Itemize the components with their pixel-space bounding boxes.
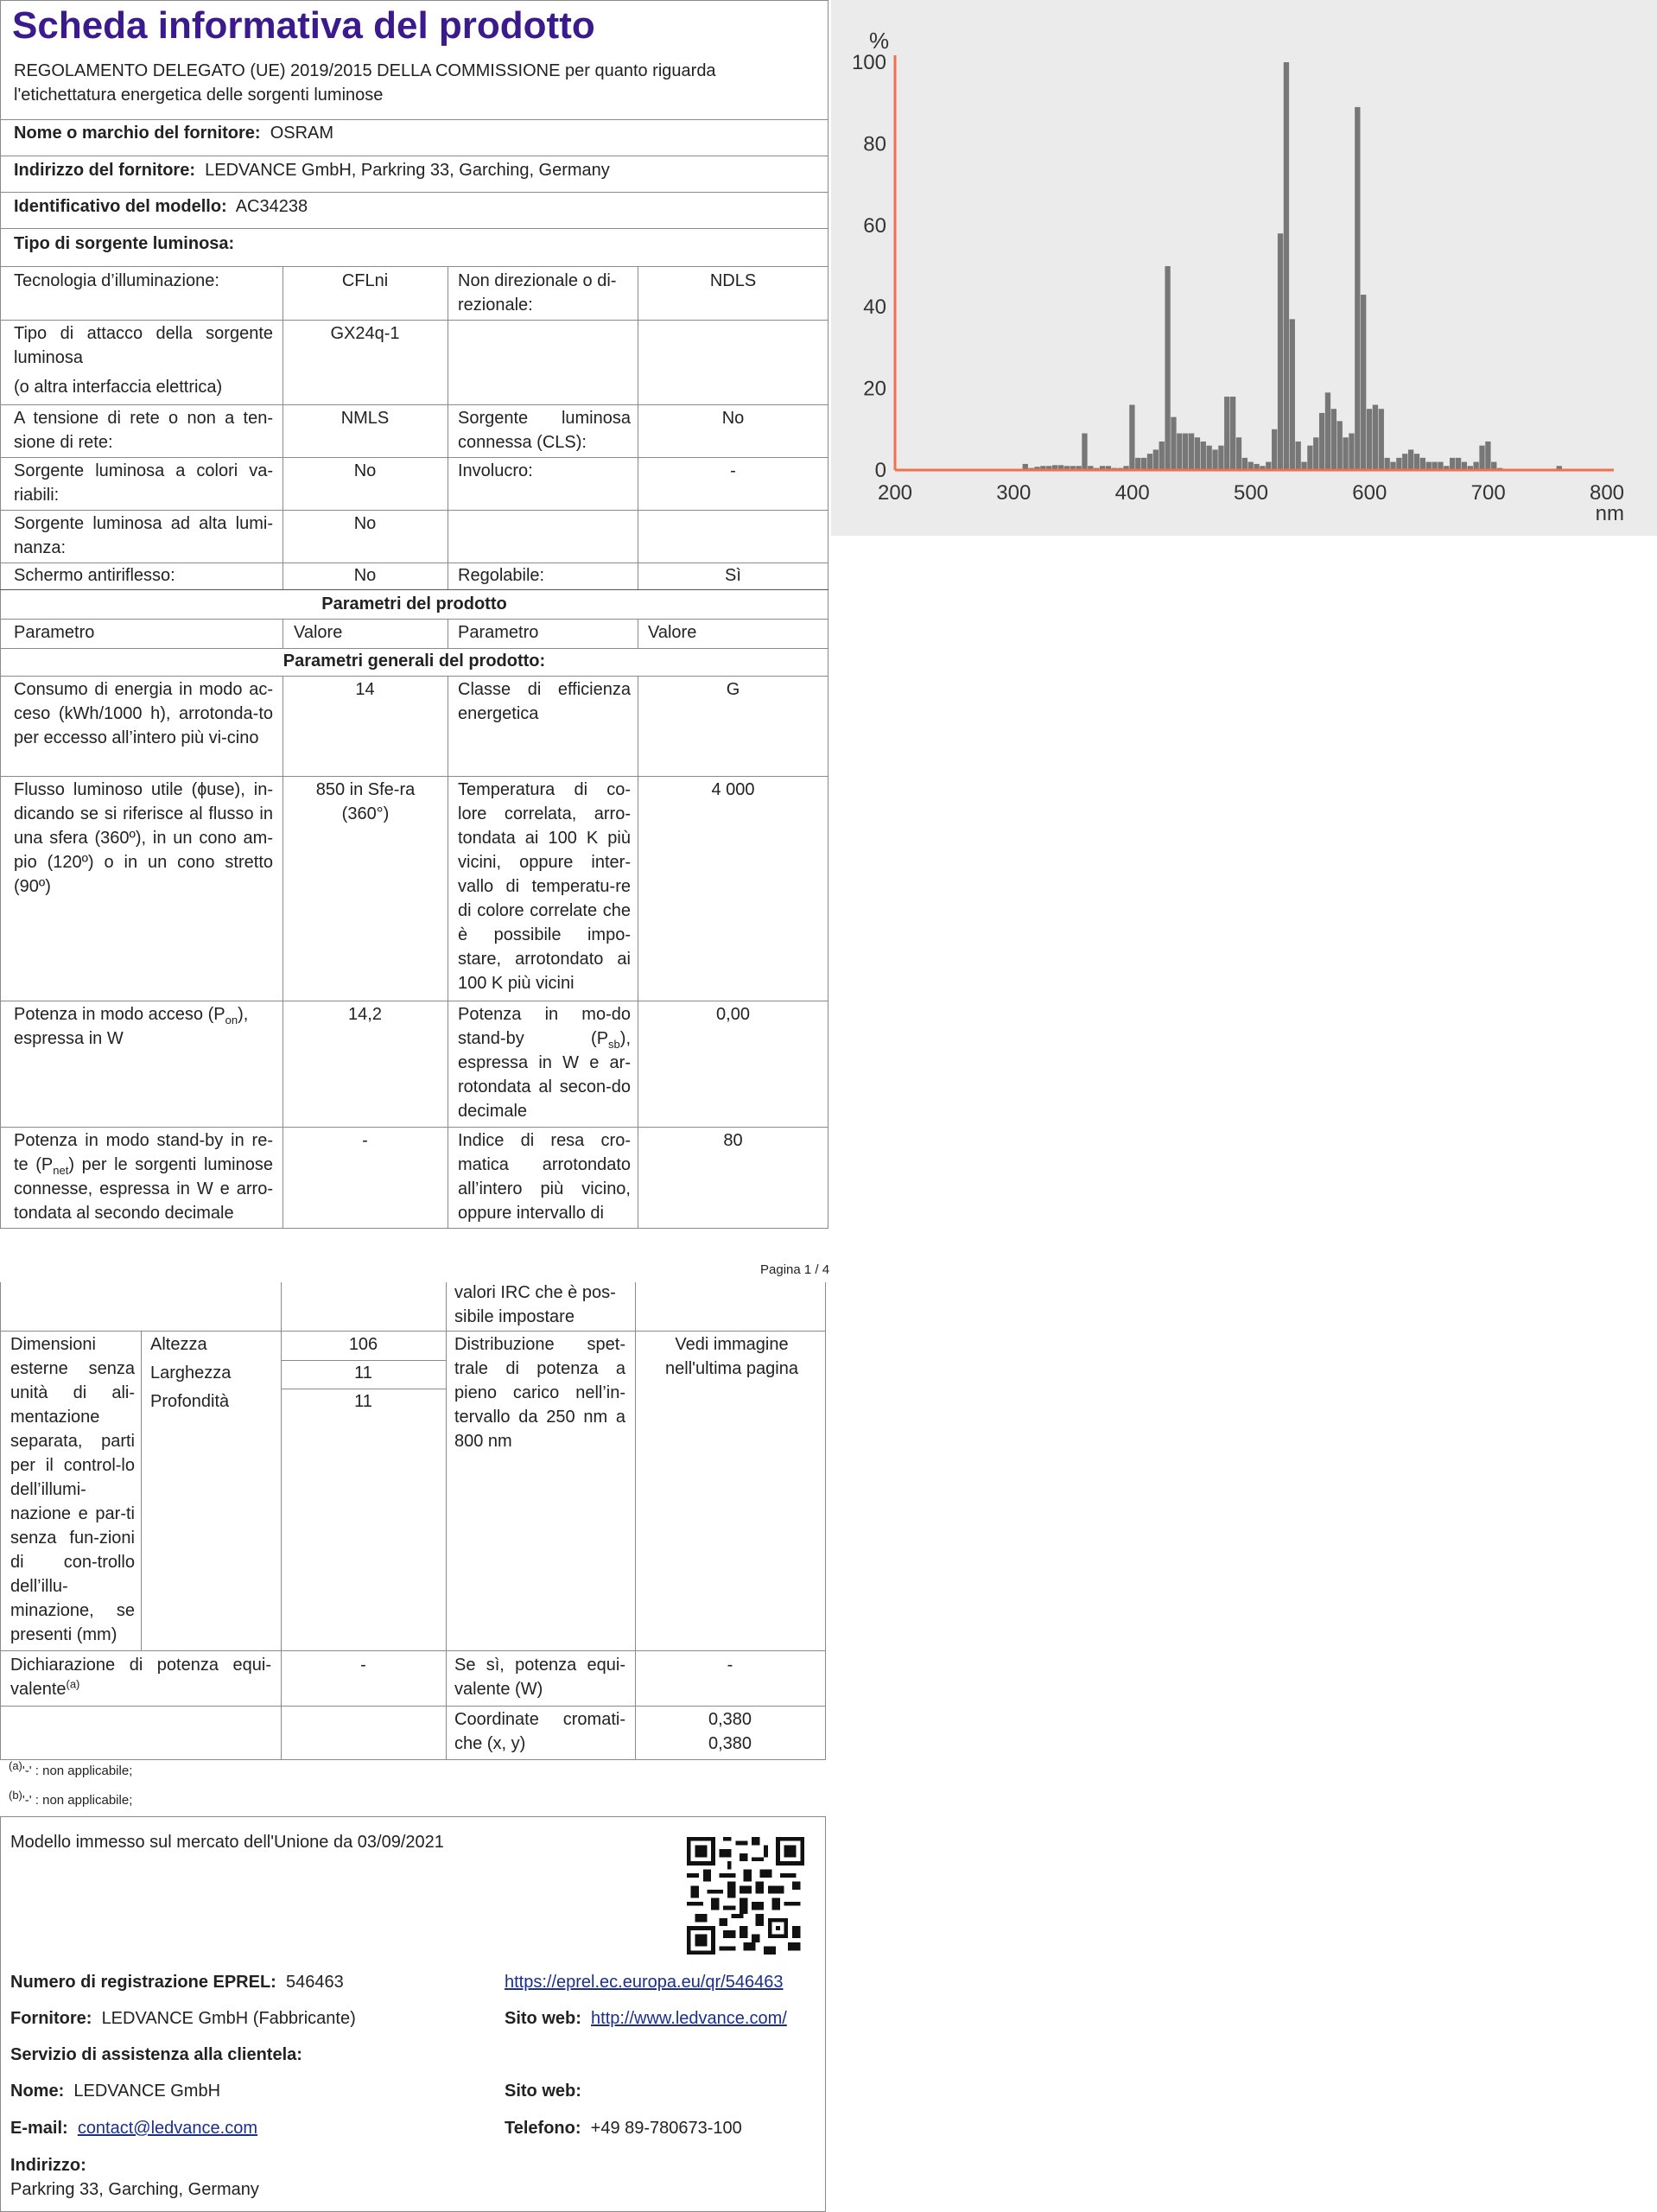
supplier-address-row bbox=[14, 158, 610, 182]
spectrum-bar bbox=[1165, 266, 1170, 470]
standby-power-label bbox=[458, 1002, 631, 1123]
website-link[interactable]: http://www.ledvance.com/ bbox=[591, 2009, 787, 2028]
energy-consumption-label: Consumo di energia in modo ac-ceso (kWh/1000 h), arrotonda-to per eccesso all’intero più vi-cino bbox=[14, 680, 273, 747]
market-date: Modello immesso sul mercato dell'Unione da 03/09/2021 bbox=[10, 1833, 444, 1852]
spd-label: Distribuzione spet-trale di potenza a pieno carico nell’in-tervallo da 250 nm a 800 nm bbox=[454, 1335, 625, 1451]
spectrum-bar bbox=[1242, 458, 1248, 470]
phone-number: +49 89-780673-100 bbox=[590, 2119, 742, 2138]
width-value: 11 bbox=[354, 1363, 372, 1382]
glare-shield-value: No bbox=[353, 566, 377, 585]
service-website-label: Sito web: bbox=[505, 2082, 581, 2101]
dimmable-value: Sì bbox=[725, 566, 741, 585]
page-title: Scheda informativa del prodotto bbox=[12, 4, 595, 47]
spectrum-bar bbox=[1159, 442, 1165, 470]
equivalent-power-text: Dichiarazione di potenza equi-valente bbox=[10, 1656, 271, 1699]
mains-label: A tensione di rete o non a ten-sione di rete: bbox=[14, 409, 273, 452]
y-axis-label: % bbox=[869, 28, 890, 54]
eprel-number: 546463 bbox=[285, 1973, 344, 1992]
spectrum-bar bbox=[1355, 107, 1360, 470]
x-tick-label: 700 bbox=[1470, 481, 1506, 505]
spectrum-bar bbox=[1141, 458, 1146, 470]
params-section-title: Parametri del prodotto bbox=[321, 594, 507, 613]
spectrum-bar bbox=[1337, 421, 1343, 470]
cri-value: 80 bbox=[723, 1131, 743, 1150]
spectrum-chart-panel bbox=[831, 0, 1657, 536]
efficiency-class-value: G bbox=[726, 680, 740, 699]
note-b-text: '-' : non applicabile; bbox=[22, 1793, 133, 1808]
y-tick-label: 60 bbox=[863, 213, 886, 238]
footer-supplier-label: Fornitore: bbox=[10, 2009, 92, 2028]
cap-label-main: Tipo di attacco della sorgente luminosa bbox=[14, 324, 273, 367]
header-parametro-1: Parametro bbox=[14, 623, 95, 642]
model-label: Identificativo del modello: bbox=[14, 197, 227, 216]
width-label: Larghezza bbox=[150, 1363, 232, 1382]
x-tick-label: 500 bbox=[1233, 481, 1269, 505]
height-label: Altezza bbox=[150, 1335, 207, 1354]
spectrum-bar bbox=[1420, 458, 1425, 470]
directional-label: Non direzionale o di-rezionale: bbox=[458, 271, 617, 315]
spectrum-bar bbox=[1272, 429, 1277, 470]
spectrum-bar bbox=[1367, 409, 1372, 470]
spectrum-bar bbox=[1224, 397, 1229, 470]
eprel-link[interactable]: https://eprel.ec.europa.eu/qr/546463 bbox=[505, 1973, 784, 1992]
spectrum-bar bbox=[1290, 319, 1295, 470]
dimmable-label: Regolabile: bbox=[458, 566, 545, 585]
spectrum-bar bbox=[1171, 417, 1176, 470]
luminous-flux-value: 850 in Sfe-ra (360°) bbox=[315, 780, 416, 823]
efficiency-class-label: Classe di efficienza energetica bbox=[458, 680, 631, 723]
x-tick-label: 400 bbox=[1114, 481, 1150, 505]
header-parametro-2: Parametro bbox=[458, 623, 539, 642]
directional-value: NDLS bbox=[709, 271, 757, 290]
y-tick-label: 40 bbox=[863, 296, 886, 320]
contact-name-label: Nome: bbox=[10, 2082, 65, 2101]
eprel-row bbox=[10, 1970, 344, 1994]
spectrum-bar bbox=[1319, 413, 1324, 470]
x-tick-label: 800 bbox=[1589, 481, 1625, 505]
x-tick-label: 200 bbox=[877, 481, 913, 505]
on-mode-power-text-end: ), espressa in W bbox=[14, 1005, 249, 1048]
phone-row bbox=[505, 2116, 742, 2140]
equivalent-watt-label: Se sì, potenza equi-valente (W) bbox=[454, 1656, 625, 1699]
colour-tunable-label: Sorgente luminosa a colori va-riabili: bbox=[14, 461, 273, 505]
note-a bbox=[9, 1759, 133, 1780]
spectrum-bar bbox=[1349, 434, 1354, 470]
standby-power-text: Potenza in mo-do stand-by (P bbox=[458, 1005, 631, 1048]
standby-power-text-end: ), espressa in W e ar-rotondata al secon-do decimale bbox=[458, 1029, 631, 1121]
website-row bbox=[505, 2006, 787, 2031]
cri-label: Indice di resa cro-matica arrotondato all’intero più vicino, oppure intervallo di bbox=[458, 1131, 631, 1223]
cri-label-cont: valori IRC che è pos-sibile impostare bbox=[454, 1283, 616, 1326]
chromaticity-x: 0,380 bbox=[708, 1710, 752, 1729]
spectrum-bar bbox=[1450, 458, 1455, 470]
spectrum-bar bbox=[1201, 442, 1206, 470]
supplier-address: LEDVANCE GmbH, Parkring 33, Garching, Germany bbox=[205, 161, 610, 180]
spectrum-chart bbox=[831, 0, 1657, 536]
email-link[interactable]: contact@ledvance.com bbox=[77, 2119, 257, 2138]
cls-label: Sorgente luminosa connessa (CLS): bbox=[458, 409, 631, 452]
energy-consumption-value: 14 bbox=[355, 680, 375, 699]
cct-value: 4 000 bbox=[711, 780, 755, 799]
network-standby-sub: net bbox=[53, 1164, 69, 1177]
on-mode-power-label bbox=[14, 1002, 273, 1051]
note-a-text: '-' : non applicabile; bbox=[22, 1764, 133, 1778]
spectrum-bar bbox=[1177, 434, 1182, 470]
contact-name-row bbox=[10, 2079, 220, 2103]
x-tick-label: 600 bbox=[1352, 481, 1387, 505]
customer-service-label: Servizio di assistenza alla clientela: bbox=[10, 2045, 302, 2064]
envelope-value: - bbox=[730, 461, 736, 480]
network-standby-value: - bbox=[362, 1131, 368, 1150]
on-mode-power-value: 14,2 bbox=[348, 1005, 382, 1024]
cct-label: Temperatura di co-lore correlata, arro-tondata ai 100 K più vicini, oppure inter-vallo di temperatu-re di colore correlate che è possibile impo-stare, arrotondato ai 100 K più vicini bbox=[458, 780, 631, 993]
spectrum-bar bbox=[1373, 404, 1378, 470]
spectrum-bar bbox=[1456, 458, 1461, 470]
header-valore-1: Valore bbox=[294, 623, 343, 642]
model-id: AC34238 bbox=[235, 197, 308, 216]
equivalent-power-sup: (a) bbox=[66, 1677, 80, 1691]
supplier-name-label: Nome o marchio del fornitore: bbox=[14, 124, 261, 143]
footer-supplier: LEDVANCE GmbH (Fabbricante) bbox=[101, 2009, 356, 2028]
supplier-name: OSRAM bbox=[270, 124, 334, 143]
glare-shield-label: Schermo antiriflesso: bbox=[14, 566, 175, 585]
on-mode-power-sub: on bbox=[225, 1014, 238, 1027]
y-tick-label: 80 bbox=[863, 132, 886, 156]
spectrum-bar bbox=[1396, 458, 1401, 470]
contact-name: LEDVANCE GmbH bbox=[73, 2082, 221, 2101]
model-row bbox=[14, 194, 308, 219]
spectrum-bar bbox=[1361, 295, 1366, 470]
equivalent-power-value: - bbox=[360, 1656, 366, 1675]
cls-value: No bbox=[721, 409, 745, 428]
spectrum-bar bbox=[1230, 397, 1235, 470]
depth-label: Profondità bbox=[150, 1392, 230, 1411]
chromaticity-label: Coordinate cromati-che (x, y) bbox=[454, 1710, 625, 1753]
depth-value: 11 bbox=[354, 1392, 372, 1411]
spectrum-bar bbox=[1207, 446, 1212, 470]
email-label: E-mail: bbox=[10, 2119, 68, 2138]
network-standby-text: Potenza in modo stand-by in re-te (P bbox=[14, 1131, 273, 1174]
spectrum-bar bbox=[1183, 434, 1188, 470]
spd-value: Vedi immagine nell'ultima pagina bbox=[665, 1335, 798, 1378]
spectrum-bar bbox=[1212, 449, 1217, 470]
cap-value: GX24q-1 bbox=[330, 324, 400, 343]
note-b bbox=[9, 1789, 133, 1809]
website-label: Sito web: bbox=[505, 2009, 581, 2028]
spectrum-bar bbox=[1147, 454, 1152, 470]
colour-tunable-value: No bbox=[353, 461, 377, 480]
lamp-type-label: Tipo di sorgente luminosa: bbox=[14, 234, 235, 253]
standby-power-sub: sb bbox=[608, 1038, 620, 1051]
x-axis-label: nm bbox=[1595, 502, 1624, 525]
equivalent-power-label bbox=[10, 1653, 271, 1701]
spectrum-bar bbox=[1485, 442, 1490, 470]
spectrum-bar bbox=[1408, 449, 1413, 470]
y-tick-label: 20 bbox=[863, 377, 886, 401]
high-luminance-label: Sorgente luminosa ad alta lumi-nanza: bbox=[14, 514, 273, 557]
spectrum-bar bbox=[1284, 62, 1289, 470]
spectrum-bar bbox=[1135, 458, 1140, 470]
envelope-label: Involucro: bbox=[458, 461, 533, 480]
equivalent-watt-value: - bbox=[727, 1656, 733, 1675]
dimensions-label: Dimensioni esterne senza unità di ali-mentazione separata, parti per il control-lo dell’illumi-nazione e par-ti senza fun-zioni di con-trollo dell’illu-minazione, se presenti (mm) bbox=[10, 1335, 135, 1644]
spectrum-bar bbox=[1313, 437, 1318, 470]
qr-code[interactable] bbox=[687, 1837, 804, 1955]
spectrum-bar bbox=[1325, 392, 1330, 470]
spectrum-bar bbox=[1195, 437, 1200, 470]
spectrum-bar bbox=[1218, 446, 1223, 470]
spectrum-bar bbox=[1129, 404, 1134, 470]
y-tick-label: 0 bbox=[874, 459, 886, 482]
chromaticity-y: 0,380 bbox=[708, 1734, 752, 1753]
eprel-label: Numero di registrazione EPREL: bbox=[10, 1973, 276, 1992]
spectrum-bar bbox=[1385, 458, 1390, 470]
network-standby-text-end: ) per le sorgenti luminose connesse, espressa in W e arro-tondata al secondo decimale bbox=[14, 1155, 273, 1223]
spectrum-bar bbox=[1189, 434, 1194, 470]
spectrum-bar bbox=[1307, 446, 1312, 470]
spectrum-bar bbox=[1236, 437, 1241, 470]
spectrum-bar bbox=[1296, 442, 1301, 470]
note-a-mark: (a) bbox=[9, 1759, 22, 1772]
tech-label: Tecnologia d’illuminazione: bbox=[14, 271, 219, 290]
address-label: Indirizzo: bbox=[10, 2156, 86, 2175]
height-value: 106 bbox=[348, 1335, 378, 1354]
cap-label-sub: (o altra interfaccia elettrica) bbox=[14, 378, 223, 397]
spectrum-bar bbox=[1278, 233, 1283, 470]
spectrum-bar bbox=[1402, 454, 1407, 470]
x-tick-label: 300 bbox=[996, 481, 1032, 505]
spectrum-bar bbox=[1343, 437, 1348, 470]
standby-power-value: 0,00 bbox=[716, 1005, 750, 1024]
footer-supplier-row bbox=[10, 2006, 356, 2031]
address-value: Parkring 33, Garching, Germany bbox=[10, 2180, 259, 2199]
network-standby-label bbox=[14, 1128, 273, 1225]
cap-label bbox=[14, 321, 273, 399]
page-number: Pagina 1 / 4 bbox=[760, 1262, 830, 1277]
high-luminance-value: No bbox=[353, 514, 377, 533]
spectrum-bar bbox=[1331, 409, 1336, 470]
supplier-address-label: Indirizzo del fornitore: bbox=[14, 161, 195, 180]
mains-value: NMLS bbox=[340, 409, 390, 428]
spectrum-bar bbox=[1479, 446, 1484, 470]
on-mode-power-text: Potenza in modo acceso (P bbox=[14, 1005, 225, 1024]
luminous-flux-label: Flusso luminoso utile (ɸuse), in-dicando se si riferisce al flusso in una sfera (360º), in un cono am-pio (120º) o in un cono stretto (90º) bbox=[14, 780, 273, 896]
phone-label: Telefono: bbox=[505, 2119, 581, 2138]
spectrum-bar bbox=[1082, 434, 1087, 470]
header-valore-2: Valore bbox=[648, 623, 697, 642]
spectrum-bar bbox=[1379, 409, 1384, 470]
supplier-name-row bbox=[14, 121, 333, 145]
tech-value: CFLni bbox=[341, 271, 389, 290]
regulation-text: REGOLAMENTO DELEGATO (UE) 2019/2015 DELLA COMMISSIONE per quanto riguarda l'etichettatura energetica delle sorgenti luminose bbox=[14, 61, 716, 105]
email-row bbox=[10, 2116, 257, 2140]
general-params-title: Parametri generali del prodotto: bbox=[283, 652, 546, 671]
y-tick-label: 100 bbox=[851, 51, 886, 74]
spectrum-bar bbox=[1414, 454, 1419, 470]
note-b-mark: (b) bbox=[9, 1789, 22, 1802]
spectrum-bar bbox=[1153, 449, 1159, 470]
